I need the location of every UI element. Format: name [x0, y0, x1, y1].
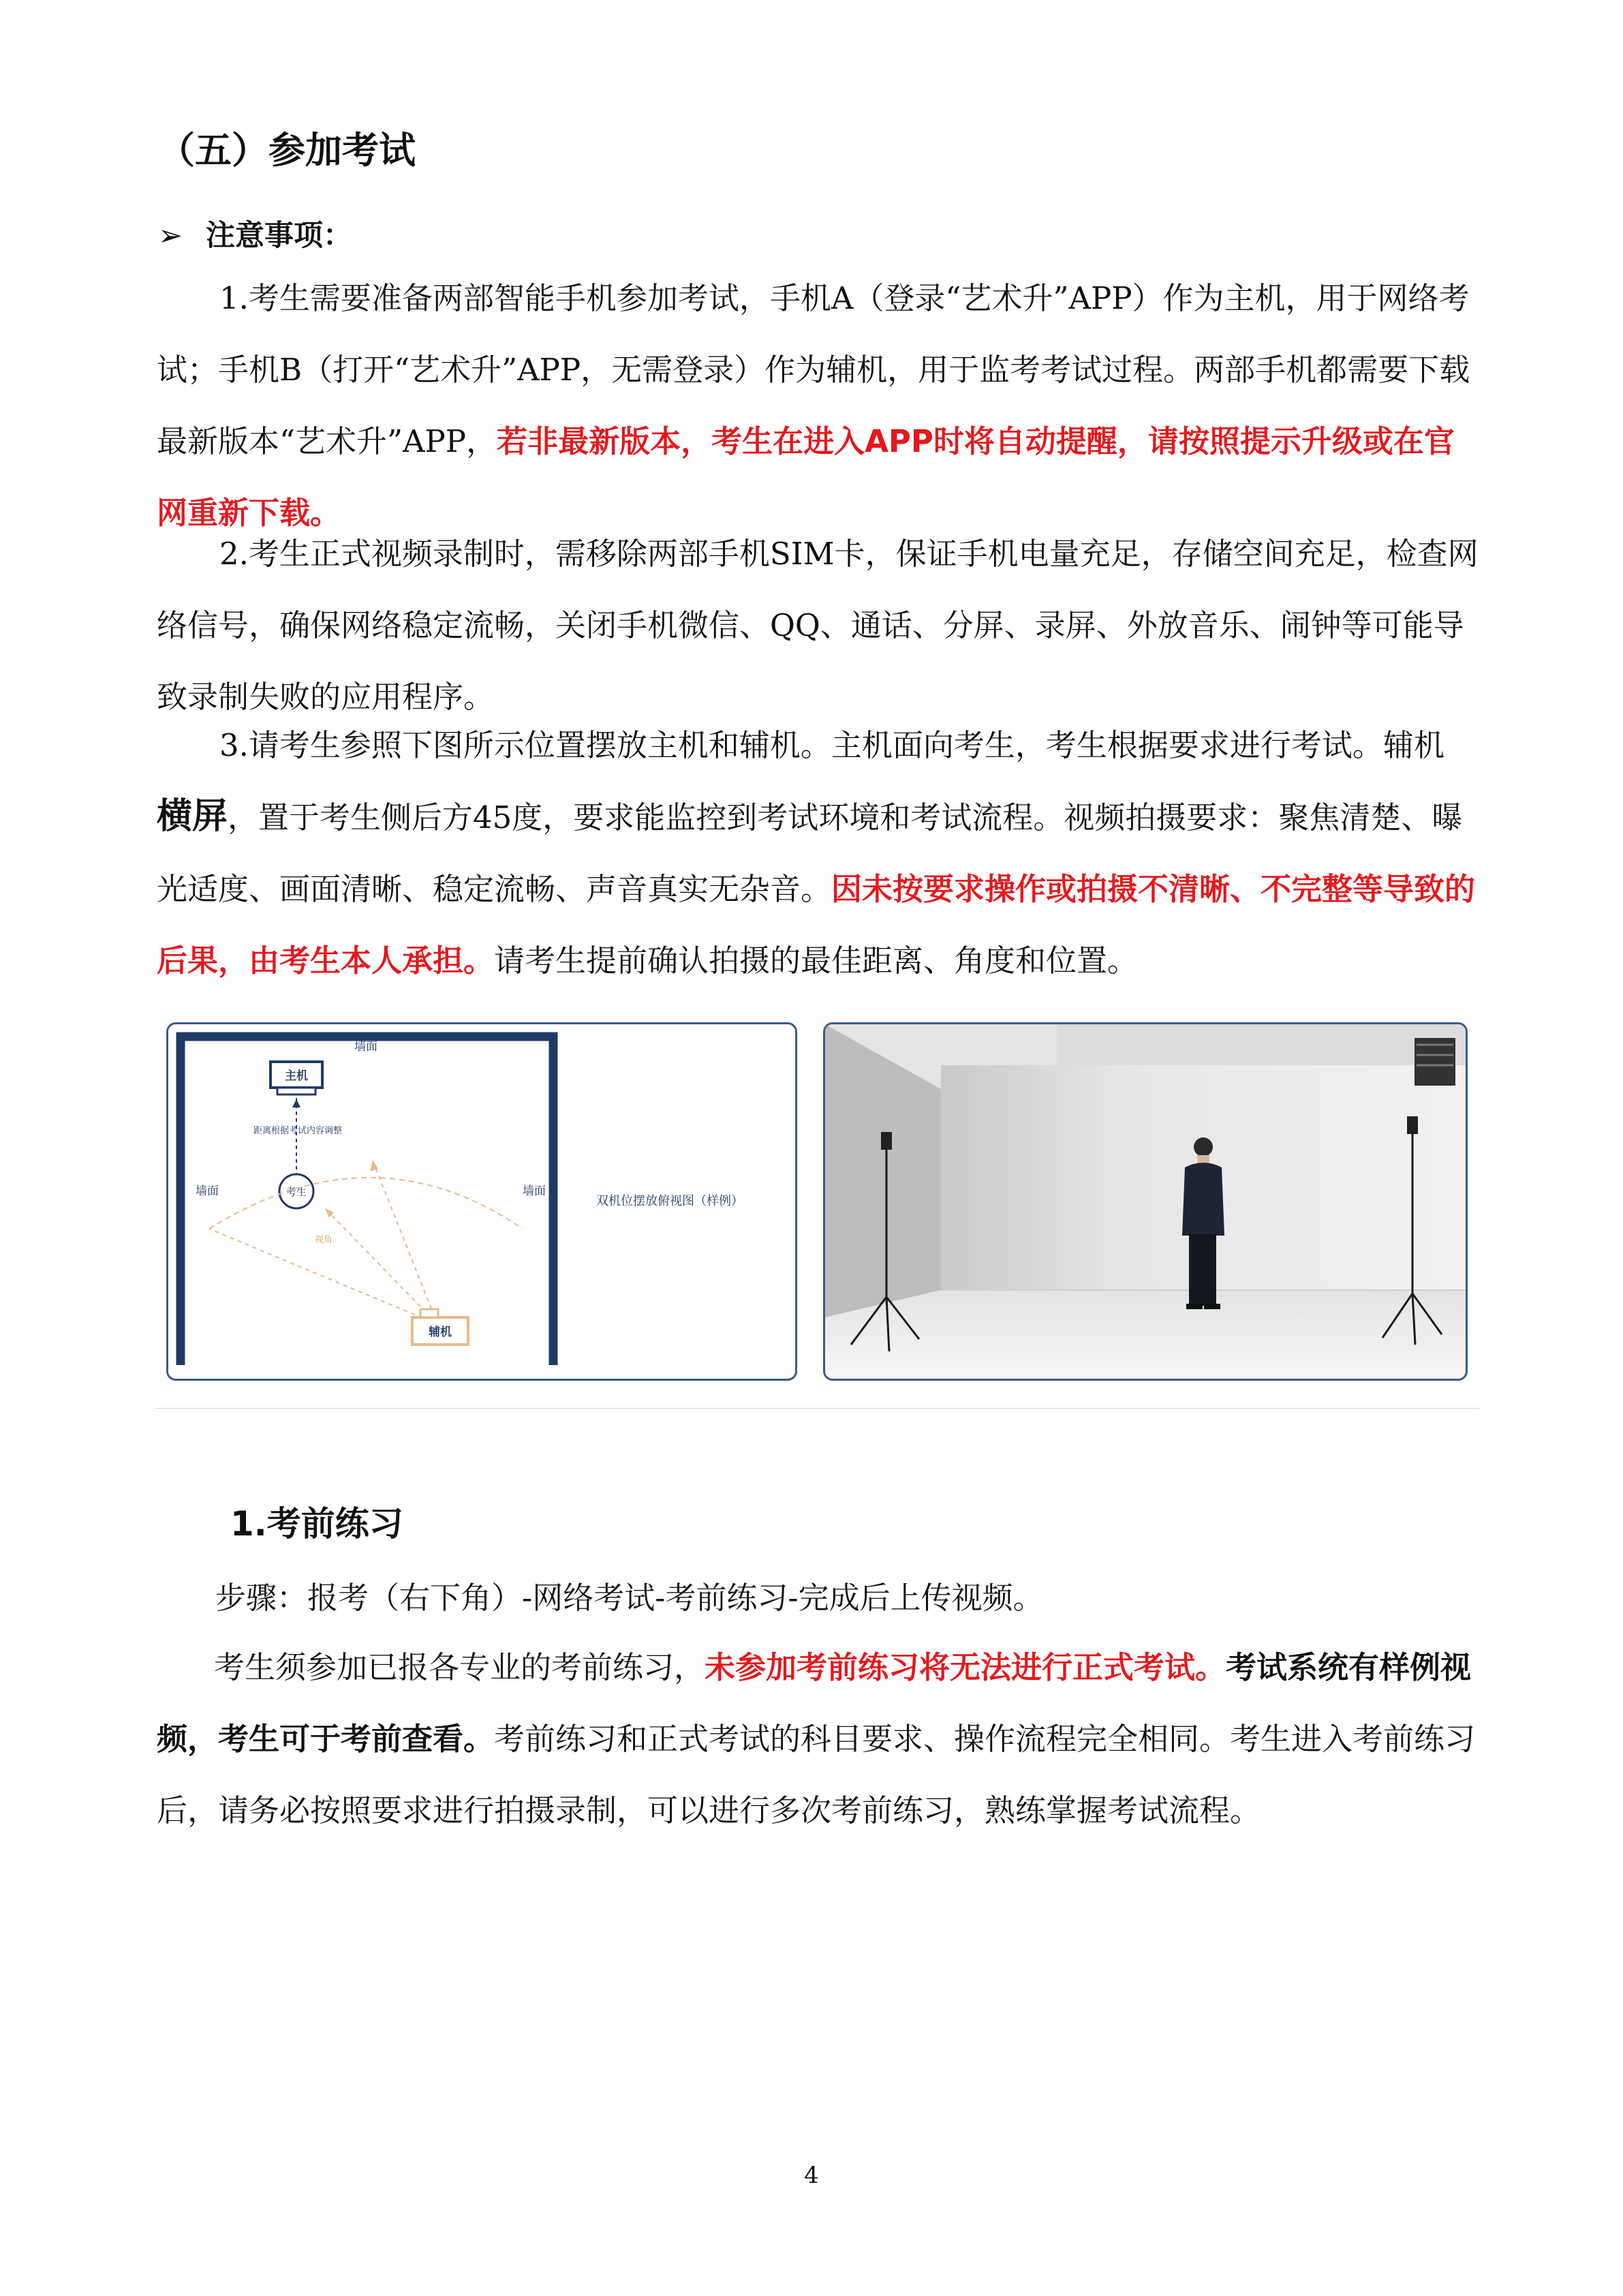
section-divider	[155, 1408, 1480, 1409]
notice-item-3-text-b: ，置于考生侧后方45度，要求能监控到考试环境和考试流程。视频拍摄要求：聚焦清楚、曝光适度、画面清晰、稳定流畅、声音真实无杂音。	[157, 799, 1463, 907]
candidate-label: 考生	[285, 1186, 307, 1198]
practice-steps	[215, 1562, 1479, 1634]
practice-title: 1.考前练习	[230, 1504, 403, 1544]
practice-text-a: 考生须参加已报各专业的考前练习，	[214, 1649, 705, 1685]
arrow-bullet-icon: ➢	[158, 219, 183, 253]
notice-item-2-text: 2.考生正式视频录制时，需移除两部手机SIM卡，保证手机电量充足，存储空间充足，检查网络信号，确保网络稳定流畅，关闭手机微信、QQ、通话、分屏、录屏、外放音乐、闹钟等可能导致录制失败的应用程序。	[157, 536, 1479, 715]
notice-item-1-warning: 若非最新版本，考生在进入APP时将自动提醒，请按照提示升级或在官网重新下载。	[157, 423, 1455, 531]
page-number: 4	[804, 2162, 819, 2189]
notice-item-3-text-a: 3.请考生参照下图所示位置摆放主机和辅机。主机面向考生，考生根据要求进行考试。辅机	[219, 727, 1444, 763]
notice-heading: 注意事项：	[206, 219, 353, 253]
sample-room-photo	[823, 1022, 1468, 1381]
notice-item-3	[157, 709, 1479, 996]
diagram-caption: 双机位摆放俯视图（样例）	[596, 1194, 743, 1208]
wall-right-label: 墙面	[523, 1184, 546, 1198]
practice-paragraph	[157, 1632, 1479, 1846]
notice-item-1-text: 1.考生需要准备两部智能手机参加考试，手机A（登录“艺术升”APP）作为主机，用于网络考试；手机B（打开“艺术升”APP，无需登录）作为辅机，用于监考考试过程。两部手机都需要下载最新版本“艺术升”APP，	[157, 280, 1470, 459]
practice-text-b: 考前练习和正式考试的科目要求、操作流程完全相同。考生进入考前练习后，请务必按照要求进行拍摄录制，可以进行多次考前练习，熟练掌握考试流程。	[157, 1721, 1476, 1828]
notice-item-2	[157, 518, 1479, 733]
practice-warning: 未参加考前练习将无法进行正式考试。	[705, 1649, 1226, 1685]
distance-note: 距离根据考试内容调整	[253, 1126, 343, 1136]
notice-heading-row	[158, 213, 352, 254]
light-fixture	[1415, 1038, 1455, 1086]
wall-left-label: 墙面	[196, 1184, 219, 1198]
section-title: （五）参加考试	[158, 129, 416, 172]
practice-sample-note: 考试系统有样例视频，考生可于考前查看。	[157, 1649, 1472, 1757]
notice-item-3-warning: 因未按要求操作或拍摄不清晰、不完整等导致的后果，由考生本人承担。	[157, 871, 1476, 979]
room-walls	[181, 1037, 553, 1365]
notice-item-1	[157, 262, 1479, 549]
placement-diagram	[166, 1022, 797, 1381]
notice-item-3-text-c: 请考生提前确认拍摄的最佳距离、角度和位置。	[494, 943, 1139, 979]
aux-device-label: 辅机	[429, 1326, 452, 1339]
practice-steps-text: 步骤：报考（右下角）-网络考试-考前练习-完成后上传视频。	[215, 1580, 1044, 1616]
landscape-emphasis: 横屏	[157, 796, 228, 837]
main-device-label: 主机	[285, 1069, 308, 1083]
wall-top-label: 墙面	[354, 1040, 377, 1054]
placement-diagram-svg	[168, 1024, 795, 1379]
sample-room-photo-svg	[825, 1024, 1466, 1379]
view-angle-label: 视角	[315, 1235, 333, 1245]
